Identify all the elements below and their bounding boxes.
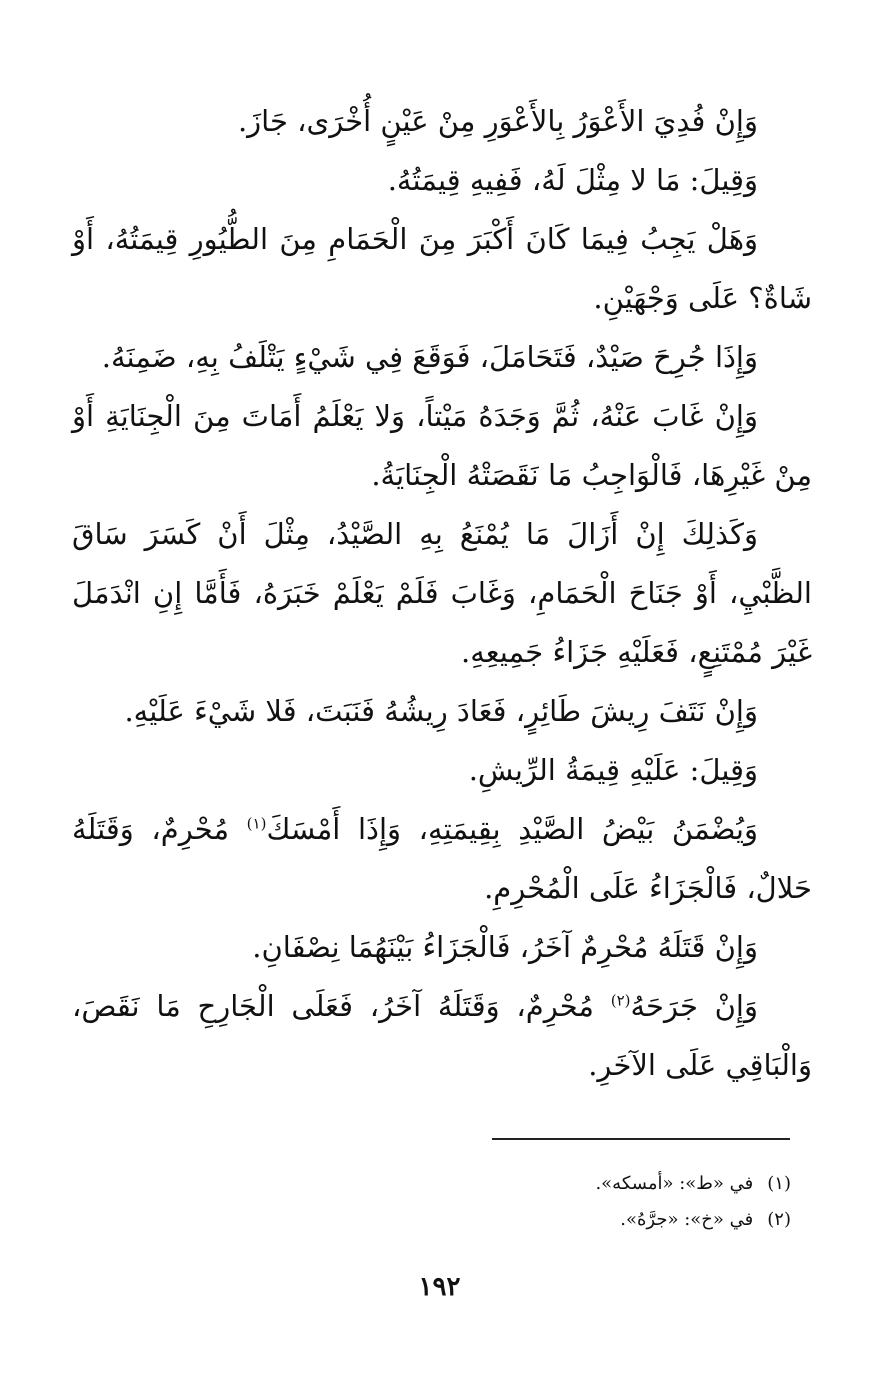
footnote-number: (١)	[767, 1173, 791, 1194]
footnotes	[291, 1166, 791, 1238]
page-number: ١٩٢	[418, 1272, 461, 1302]
paragraph-8: وَقِيلَ: عَلَيْهِ قِيمَةُ الرِّيشِ.	[468, 753, 758, 787]
paragraph-11	[72, 977, 812, 1095]
footnote-ref-2[interactable]: (٢)	[610, 991, 631, 1010]
paragraph-11-text-start: وَإِنْ جَرَحَهُ	[630, 989, 758, 1023]
paragraph-6: وَكَذلِكَ إِنْ أَزَالَ مَا يُمْنَعُ بِهِ الصَّيْدُ، مِثْلَ أَنْ كَسَرَ سَاقَ الظَّبْيِ، أَوْ جَنَاحَ الْحَمَامِ، وَغَابَ فَلَمْ يَعْلَمْ خَبَرَهُ، فَأَمَّا إِنِ انْدَمَلَ غَيْرَ مُمْتَنِعٍ، فَعَلَيْهِ جَزَاءُ جَمِيعِهِ.	[72, 517, 812, 669]
paragraph-9	[72, 800, 812, 918]
main-text	[72, 92, 812, 1095]
paragraph-9-text-start: وَيُضْمَنُ بَيْضُ الصَّيْدِ بِقِيمَتِهِ، وَإِذَا أَمْسَكَ	[266, 812, 758, 846]
footnote-ref-1[interactable]: (١)	[246, 814, 267, 833]
paragraph-2: وَقِيلَ: مَا لا مِثْلَ لَهُ، فَفِيهِ قِيمَتُهُ.	[387, 163, 758, 197]
paragraph-11-text-end: مُحْرِمٌ، وَقَتَلَهُ آخَرُ، فَعَلَى الْجَارِحِ مَا نَقَصَ، وَالْبَاقِي عَلَى الآخَرِ.	[72, 989, 812, 1082]
paragraph-10: وَإِنْ قَتَلَهُ مُحْرِمٌ آخَرُ، فَالْجَزَاءُ بَيْنَهُمَا نِصْفَانِ.	[252, 930, 758, 964]
footnote-1	[291, 1166, 791, 1202]
footnote-divider	[492, 1138, 790, 1140]
footnote-2	[291, 1202, 791, 1238]
footnote-number: (٢)	[767, 1209, 791, 1230]
paragraph-5: وَإِنْ غَابَ عَنْهُ، ثُمَّ وَجَدَهُ مَيْتاً، وَلا يَعْلَمُ أَمَاتَ مِنَ الْجِنَايَةِ أَوْ مِنْ غَيْرِهَا، فَالْوَاجِبُ مَا نَقَصَتْهُ الْجِنَايَةُ.	[72, 399, 812, 492]
paragraph-1: وَإِنْ فُدِيَ الأَعْوَرُ بِالأَعْوَرِ مِنْ عَيْنٍ أُخْرَى، جَازَ.	[237, 104, 758, 138]
paragraph-7: وَإِنْ نَتَفَ رِيشَ طَائِرٍ، فَعَادَ رِيشُهُ فَنَبَتَ، فَلا شَيْءَ عَلَيْهِ.	[124, 694, 758, 728]
paragraph-9-text-end: مُحْرِمٌ، وَقَتَلَهُ حَلالٌ، فَالْجَزَاءُ عَلَى الْمُحْرِمِ.	[72, 812, 812, 905]
paragraph-3: وَهَلْ يَجِبُ فِيمَا كَانَ أَكْبَرَ مِنَ الْحَمَامِ مِنَ الطُّيُورِ قِيمَتُهُ، أَوْ شَاةٌ؟ عَلَى وَجْهَيْنِ.	[72, 222, 812, 315]
footnote-text: في «ط»: «أمسكه».	[595, 1173, 754, 1194]
paragraph-4: وَإِذَا جُرِحَ صَيْدٌ، فَتَحَامَلَ، فَوَقَعَ فِي شَيْءٍ يَتْلَفُ بِهِ، ضَمِنَهُ.	[101, 340, 758, 374]
footnote-text: في «خ»: «جرَّهُ».	[620, 1209, 754, 1230]
